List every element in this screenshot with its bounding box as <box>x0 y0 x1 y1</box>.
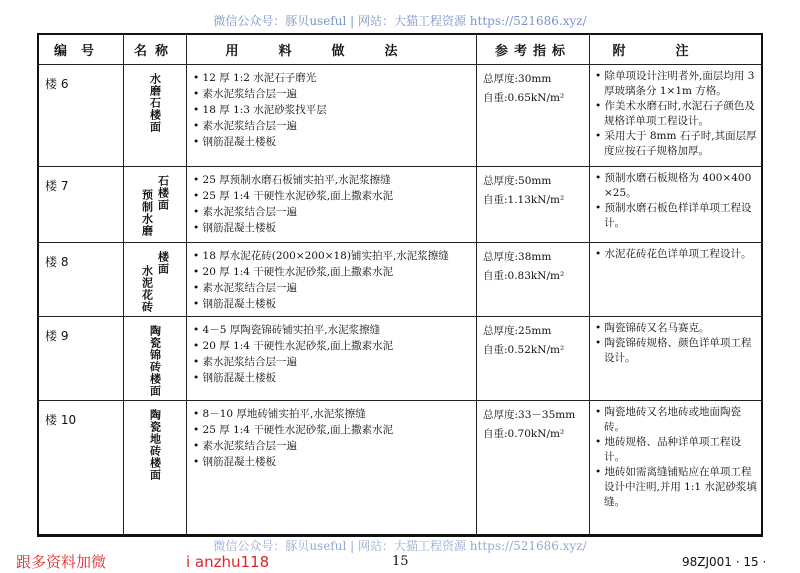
item-code: 楼 6 <box>39 65 124 166</box>
table-row <box>39 243 761 317</box>
material-layer: • 钢筋混凝土楼板 <box>193 454 476 470</box>
material-layer: • 素水泥浆结合层一遍 <box>193 204 476 220</box>
material-layer: • 8－10 厚地砖铺实拍平,水泥浆擦缝 <box>193 406 476 422</box>
table-row <box>39 401 761 534</box>
item-name-column: 陶瓷锦砖楼面 <box>148 325 162 397</box>
material-layer: • 钢筋混凝土楼板 <box>193 134 476 150</box>
note-item: • 陶瓷地砖又名地砖或地面陶瓷砖。 <box>595 405 757 435</box>
material-layer: • 素水泥浆结合层一遍 <box>193 118 476 134</box>
item-indicators <box>477 65 590 166</box>
item-materials <box>187 317 477 400</box>
item-materials <box>187 167 477 242</box>
note-item: • 陶瓷锦砖规格、颜色详单项工程设计。 <box>595 336 757 366</box>
item-indicators <box>477 167 590 242</box>
item-name-column: 水磨石楼面 <box>148 73 162 133</box>
total-thickness: 总厚度:50mm <box>483 175 552 187</box>
note-item: • 地砖如需离缝铺贴应在单项工程设计中注明,并用 1:1 水泥砂浆填缝。 <box>595 465 757 510</box>
item-name-column: 预制水磨 <box>140 189 154 237</box>
table-row <box>39 65 761 167</box>
item-notes <box>590 401 761 534</box>
total-thickness: 总厚度:25mm <box>483 325 552 337</box>
item-name <box>124 167 187 242</box>
item-name <box>124 243 187 316</box>
material-layer: • 钢筋混凝土楼板 <box>193 370 476 386</box>
material-layer: • 素水泥浆结合层一遍 <box>193 438 476 454</box>
item-name-column: 石楼面 <box>156 175 170 211</box>
note-item: • 预制水磨石板色样详单项工程设计。 <box>595 201 757 231</box>
item-name-column: 陶瓷地砖楼面 <box>148 409 162 481</box>
item-name <box>124 317 187 400</box>
note-item: • 采用大于 8mm 石子时,其面层厚度应按石子规格加厚。 <box>595 129 757 159</box>
total-thickness: 总厚度:33－35mm <box>483 409 576 421</box>
material-layer: • 素水泥浆结合层一遍 <box>193 280 476 296</box>
table-row <box>39 167 761 243</box>
watermark-top: 微信公众号：豚贝useful | 网站：大猫工程资源 https://521686.xyz/ <box>213 14 587 28</box>
header-indicators: 参考指标 <box>477 35 590 64</box>
item-indicators <box>477 243 590 316</box>
material-layer: • 钢筋混凝土楼板 <box>193 296 476 312</box>
note-item: • 作美术水磨石时,水泥石子颜色及规格详单项工程设计。 <box>595 99 757 129</box>
self-weight: 自重:0.52kN/m² <box>483 344 565 356</box>
material-layer: • 25 厚预制水磨石板铺实拍平,水泥浆擦缝 <box>193 172 476 188</box>
item-materials <box>187 65 477 166</box>
doc-code: 98ZJ001 · 15 · <box>682 555 767 569</box>
note-item: • 预制水磨石板规格为 400×400×25。 <box>595 171 757 201</box>
item-notes <box>590 167 761 242</box>
total-thickness: 总厚度:38mm <box>483 251 552 263</box>
item-code: 楼 10 <box>39 401 124 534</box>
item-name-column: 水泥花砖 <box>140 265 154 313</box>
material-layer: • 20 厚 1:4 干硬性水泥砂浆,面上撒素水泥 <box>193 338 476 354</box>
item-code: 楼 9 <box>39 317 124 400</box>
header-code: 编号 <box>39 35 124 64</box>
floor-spec-table <box>37 33 763 537</box>
material-layer: • 18 厚 1:3 水泥砂浆找平层 <box>193 102 476 118</box>
item-materials <box>187 243 477 316</box>
item-notes <box>590 65 761 166</box>
note-item: • 除单项设计注明者外,面层均用 3 厚玻璃条分 1×1m 方格。 <box>595 69 757 99</box>
material-layer: • 钢筋混凝土楼板 <box>193 220 476 236</box>
table-row <box>39 317 761 401</box>
material-layer: • 18 厚水泥花砖(200×200×18)铺实拍平,水泥浆擦缝 <box>193 248 476 264</box>
note-item: • 水泥花砖花色详单项工程设计。 <box>595 247 757 262</box>
self-weight: 自重:1.13kN/m² <box>483 194 565 206</box>
item-name-column: 楼面 <box>156 251 170 275</box>
total-thickness: 总厚度:30mm <box>483 73 552 85</box>
material-layer: • 12 厚 1:2 水泥石子磨光 <box>193 70 476 86</box>
note-item: • 地砖规格、品种详单项工程设计。 <box>595 435 757 465</box>
header-materials: 用料做法 <box>187 35 477 64</box>
item-name <box>124 65 187 166</box>
item-notes <box>590 317 761 400</box>
note-item: • 陶瓷锦砖又名马赛克。 <box>595 321 757 336</box>
promo-text: 跟多资料加微 <box>16 553 107 571</box>
table-header <box>39 35 761 65</box>
page-number: 15 <box>392 554 409 569</box>
item-name <box>124 401 187 534</box>
self-weight: 自重:0.65kN/m² <box>483 92 565 104</box>
item-code: 楼 7 <box>39 167 124 242</box>
self-weight: 自重:0.83kN/m² <box>483 270 565 282</box>
item-indicators <box>477 401 590 534</box>
promo-id: i anzhu118 <box>186 553 270 571</box>
material-layer: • 20 厚 1:4 干硬性水泥砂浆,面上撒素水泥 <box>193 264 476 280</box>
header-name: 名称 <box>124 35 187 64</box>
material-layer: • 25 厚 1:4 干硬性水泥砂浆,面上撒素水泥 <box>193 188 476 204</box>
material-layer: • 25 厚 1:4 干硬性水泥砂浆,面上撒素水泥 <box>193 422 476 438</box>
self-weight: 自重:0.70kN/m² <box>483 428 565 440</box>
watermark-bottom: 微信公众号：豚贝useful | 网站：大猫工程资源 https://521686.xyz/ <box>213 539 587 553</box>
material-layer: • 素水泥浆结合层一遍 <box>193 354 476 370</box>
material-layer: • 4－5 厚陶瓷锦砖铺实拍平,水泥浆擦缝 <box>193 322 476 338</box>
item-code: 楼 8 <box>39 243 124 316</box>
material-layer: • 素水泥浆结合层一遍 <box>193 86 476 102</box>
header-notes: 附注 <box>612 44 739 59</box>
item-indicators <box>477 317 590 400</box>
item-notes <box>590 243 761 316</box>
item-materials <box>187 401 477 534</box>
